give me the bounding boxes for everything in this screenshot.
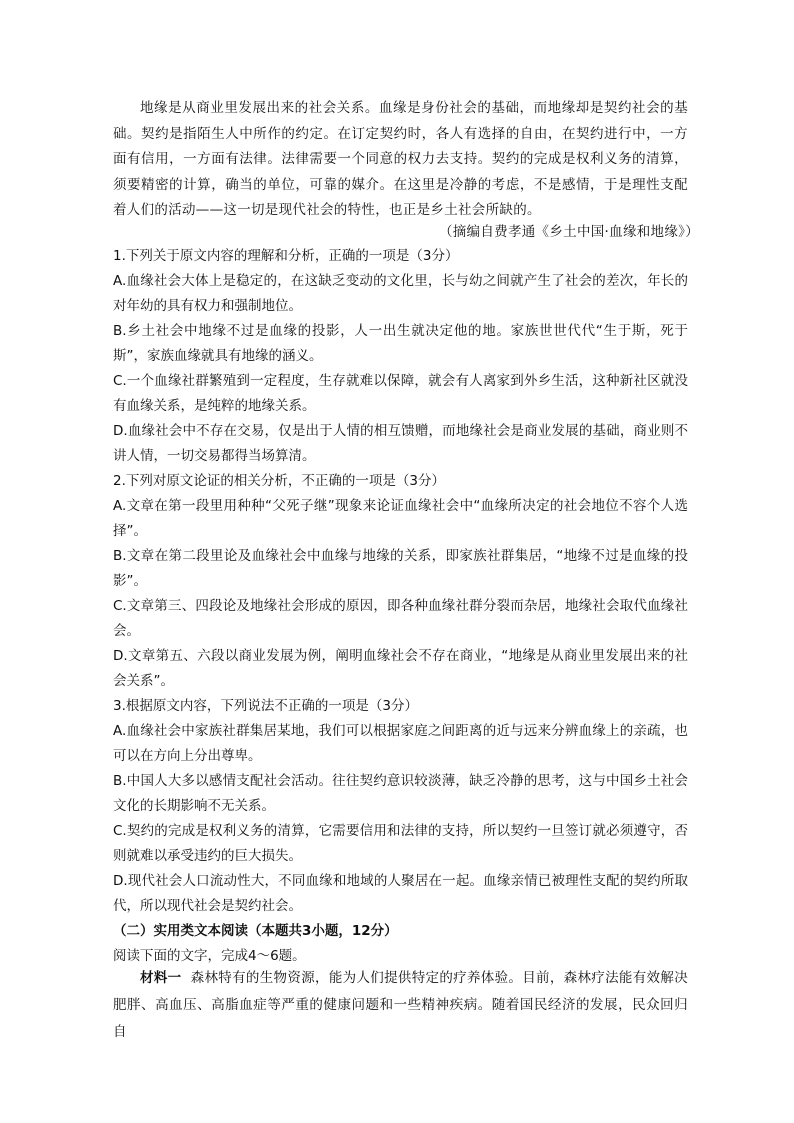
passage-excerpt — [113, 96, 688, 224]
question-list — [113, 244, 688, 969]
passage-paragraph: 地缘是从商业里发展出来的社会关系。血缘是身份社会的基础，而地缘却是契约社会的基础。契约是指陌生人中所作的约定。在订定契约时，各人有选择的自由，在契约进行中，一方面有信用，一方面有法律。法律需要一个同意的权力去支持。契约的完成是权利义务的清算，须要精密的计算，确当的单位，可靠的媒介。在这里是冷静的考虑，不是感情，于是理性支配着人们的活动——这一切是现代社会的特性，也正是乡土社会所缺的。 — [113, 100, 688, 218]
material-one-label: 材料一 — [140, 970, 182, 986]
material-one-paragraph — [113, 965, 688, 1046]
section-2-instruction: 阅读下面的文字，完成4～6题。 — [113, 948, 306, 964]
section-2-title: （二）实用类文本阅读（本题共3小题，12分） — [113, 923, 398, 939]
question-2-option-b: B.文章在第二段里论及血缘社会中血缘与地缘的关系，即家族社群集居，“地缘不过是血缘的投影”。 — [113, 548, 688, 589]
question-2-stem: 2.下列对原文论证的相关分析，不正确的一项是（3分） — [113, 473, 445, 489]
question-1-option-a: A.血缘社会大体上是稳定的，在这缺乏变动的文化里，长与幼之间就产生了社会的差次，年长的对年幼的具有权力和强制地位。 — [113, 273, 688, 314]
question-3-option-c: C.契约的完成是权利义务的清算，它需要信用和法律的支持，所以契约一旦签订就必须遵守，否则就难以承受违约的巨大损失。 — [113, 823, 688, 864]
material-one — [113, 965, 688, 1046]
material-one-text: 森林特有的生物资源，能为人们提供特定的疗养体验。目前，森林疗法能有效解决肥胖、高血压、高脂血症等严重的健康问题和一些精神疾病。随着国民经济的发展，民众回归自 — [113, 970, 688, 1040]
question-1-stem: 1.下列关于原文内容的理解和分析，正确的一项是（3分） — [113, 248, 459, 264]
question-3-option-b: B.中国人大多以感情支配社会活动。往往契约意识较淡薄，缺乏冷静的思考，这与中国乡土社会文化的长期影响不无关系。 — [113, 773, 688, 814]
question-3-option-a: A.血缘社会中家族社群集居某地，我们可以根据家庭之间距离的近与远来分辨血缘上的亲疏，也可以在方向上分出尊卑。 — [113, 723, 688, 764]
question-2-option-a: A.文章在第一段里用种种“父死子继”现象来论证血缘社会中“血缘所决定的社会地位不容个人选择”。 — [113, 498, 688, 539]
question-3-option-d: D.现代社会人口流动性大，不同血缘和地域的人聚居在一起。血缘亲情已被理性支配的契约所取代，所以现代社会是契约社会。 — [113, 873, 688, 914]
question-3-stem: 3.根据原文内容，下列说法不正确的一项是（3分） — [113, 698, 418, 714]
question-2-option-c: C.文章第三、四段论及地缘社会形成的原因，即各种血缘社群分裂而杂居，地缘社会取代血缘社会。 — [113, 598, 688, 639]
passage-source: （摘编自费孝通《乡土中国·血缘和地缘》） — [438, 224, 699, 240]
question-1-option-d: D.血缘社会中不存在交易，仅是出于人情的相互馈赠，而地缘社会是商业发展的基础，商业则不讲人情，一切交易都得当场算清。 — [113, 423, 688, 464]
question-2-option-d: D.文章第五、六段以商业发展为例，阐明血缘社会不存在商业，“地缘是从商业里发展出来的社会关系”。 — [113, 648, 688, 689]
question-1-option-c: C.一个血缘社群繁殖到一定程度，生存就难以保障，就会有人离家到外乡生活，这种新社区就没有血缘关系，是纯粹的地缘关系。 — [113, 373, 688, 414]
question-1-option-b: B.乡土社会中地缘不过是血缘的投影，人一出生就决定他的地。家族世世代代“生于斯，死于斯”，家族血缘就具有地缘的涵义。 — [113, 323, 688, 364]
